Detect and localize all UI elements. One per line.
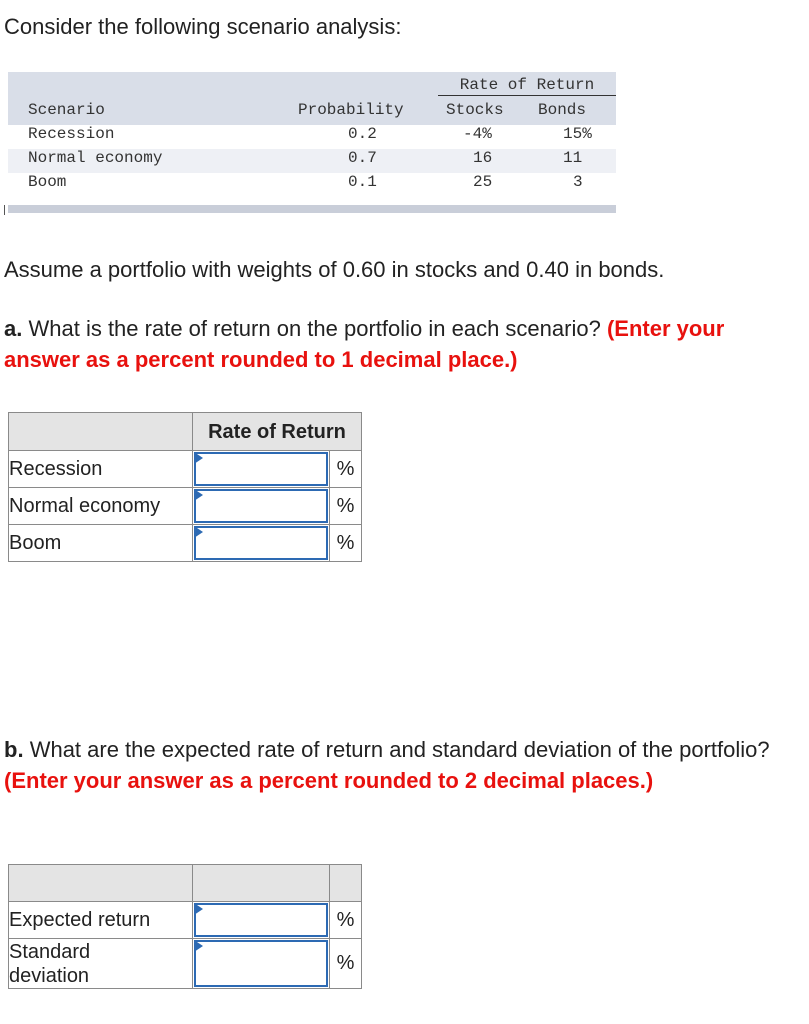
bonds-cell: 11 — [563, 149, 583, 167]
input-flag-icon — [194, 489, 203, 501]
standard-deviation-input[interactable] — [193, 939, 330, 989]
part-a-label: a. — [4, 316, 23, 341]
part-a-question-text: What is the rate of return on the portfolio in each scenario? — [28, 316, 601, 341]
rate-of-return-header: Rate of Return — [193, 413, 362, 451]
probability-cell: 0.2 — [348, 125, 377, 143]
part-a-question — [4, 313, 794, 375]
part-b-question-text: What are the expected rate of return and standard deviation of the portfolio? — [29, 737, 770, 762]
percent-unit: % — [330, 939, 362, 989]
row-label-boom: Boom — [9, 525, 193, 562]
normal-economy-return-input[interactable] — [193, 488, 330, 525]
expected-return-input[interactable] — [193, 902, 330, 939]
assumption-text: Assume a portfolio with weights of 0.60 in stocks and 0.40 in bonds. — [4, 257, 665, 282]
bonds-cell: 15% — [563, 125, 592, 143]
input-flag-icon — [194, 940, 203, 952]
probability-cell: 0.7 — [348, 149, 377, 167]
boom-return-input[interactable] — [193, 525, 330, 562]
row-label-recession: Recession — [9, 451, 193, 488]
probability-cell: 0.1 — [348, 173, 377, 191]
row-label-normal-economy: Normal economy — [9, 488, 193, 525]
col-header-stocks: Stocks — [446, 101, 504, 119]
col-header-bonds: Bonds — [538, 101, 587, 119]
col-header-probability: Probability — [298, 101, 404, 119]
group-header-rule — [438, 95, 616, 96]
scenario-cell: Boom — [28, 173, 67, 191]
input-flag-icon — [194, 452, 203, 464]
recession-return-input[interactable] — [193, 451, 330, 488]
part-b-instruction: (Enter your answer as a percent rounded to 2 decimal places.) — [4, 768, 654, 793]
percent-unit: % — [330, 451, 362, 488]
scenario-table — [8, 72, 616, 217]
percent-unit: % — [330, 488, 362, 525]
stocks-cell: 16 — [473, 149, 493, 167]
bonds-cell: 3 — [573, 173, 583, 191]
row-label-standard-deviation: Standard deviation — [9, 939, 193, 989]
part-a-instruction: (Enter your answer as a percent rounded to 1 decimal place.) — [4, 316, 725, 372]
part-b-question — [4, 734, 804, 796]
scenario-cell: Normal economy — [28, 149, 163, 167]
stocks-cell: -4% — [463, 125, 492, 143]
part-b-label: b. — [4, 737, 24, 762]
col-header-scenario: Scenario — [28, 101, 105, 119]
rate-of-return-group-header: Rate of Return — [459, 76, 595, 94]
stocks-cell: 25 — [473, 173, 493, 191]
part-a-answer-table — [8, 412, 362, 562]
percent-unit: % — [330, 902, 362, 939]
scenario-cell: Recession — [28, 125, 115, 143]
table-footer-bar — [8, 205, 616, 213]
percent-unit: % — [330, 525, 362, 562]
input-flag-icon — [194, 526, 203, 538]
row-label-expected-return: Expected return — [9, 902, 193, 939]
part-b-answer-table — [8, 864, 362, 989]
intro-text: Consider the following scenario analysis: — [4, 14, 402, 39]
input-flag-icon — [194, 903, 203, 915]
